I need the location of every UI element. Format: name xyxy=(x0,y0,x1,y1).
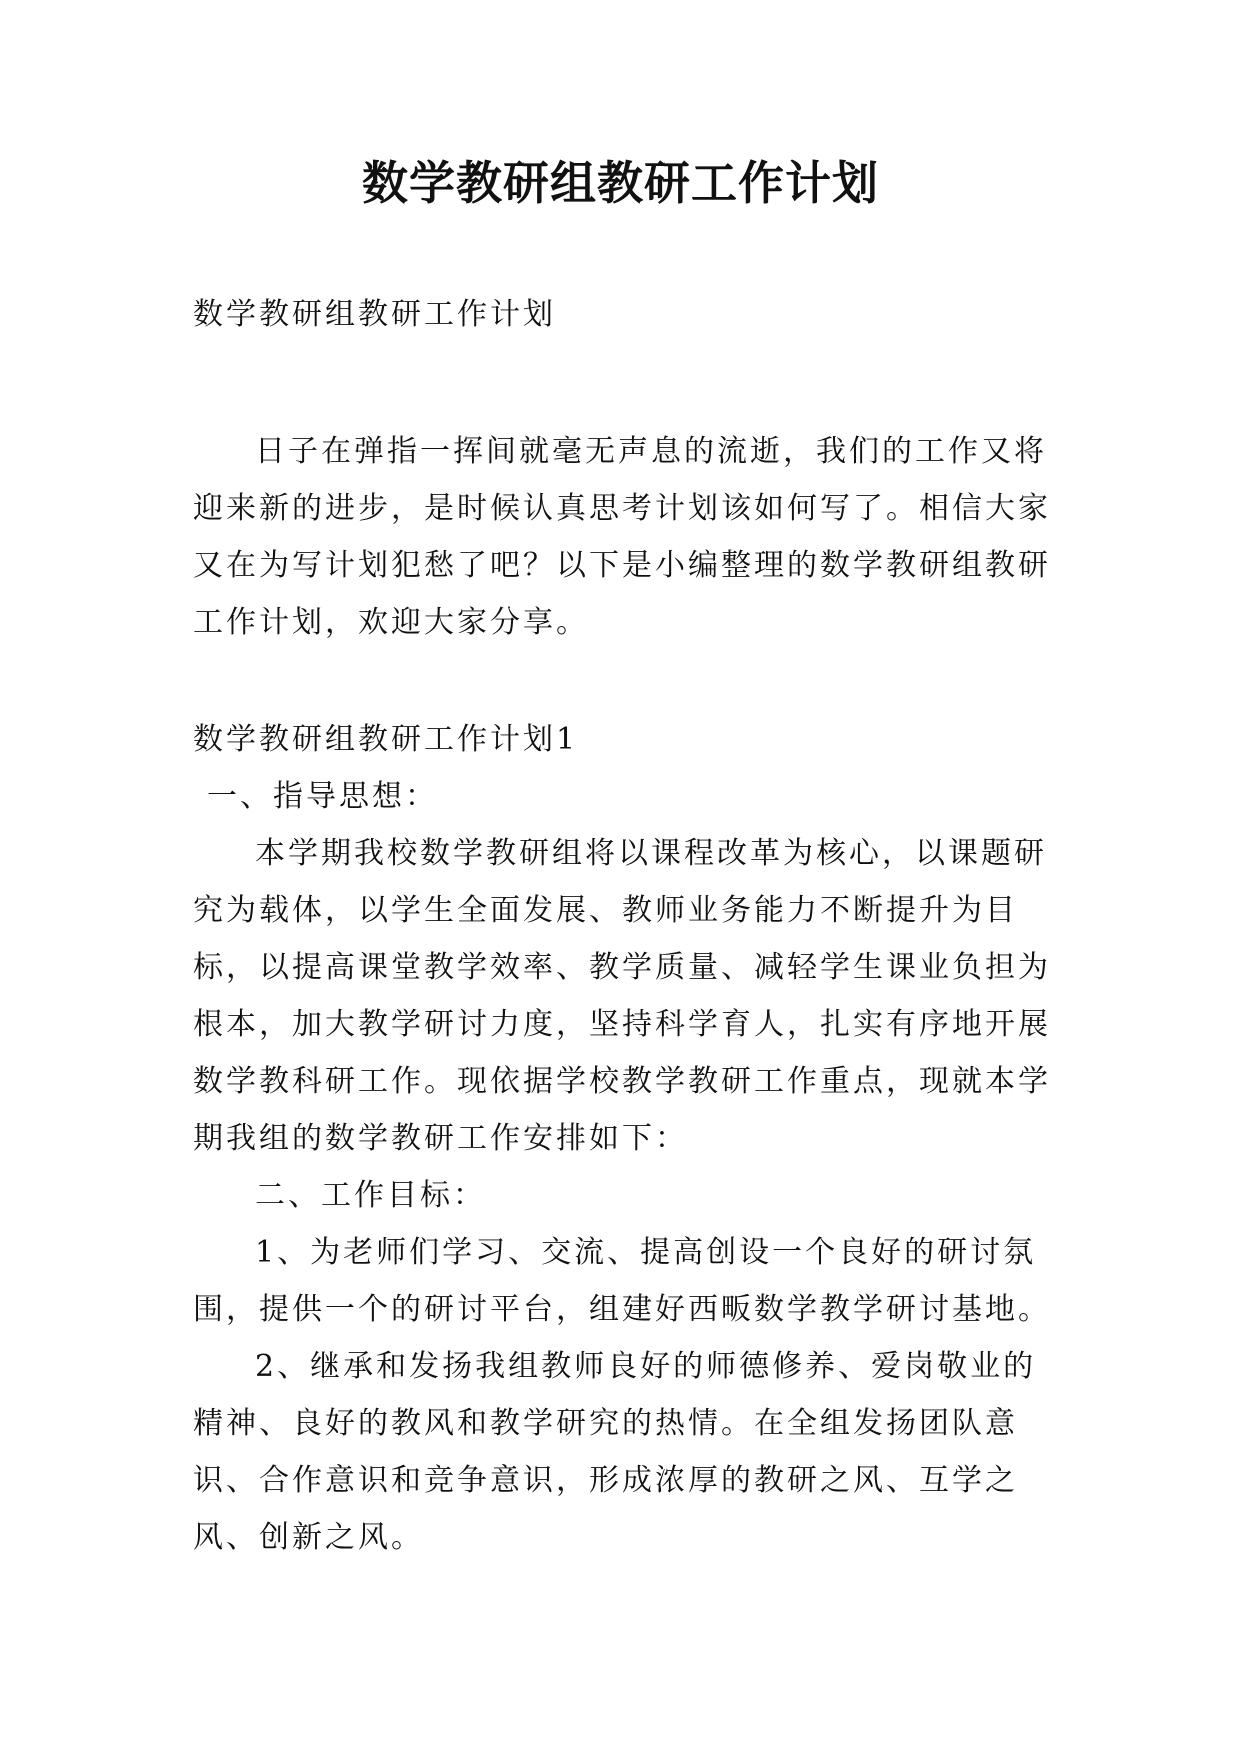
goal-item-1: 1、为老师们学习、交流、提高创设一个良好的研讨氛围，提供一个的研讨平台，组建好西畈数学教学研讨基地。 xyxy=(193,1235,1051,1327)
intro-paragraph: 日子在弹指一挥间就毫无声息的流逝，我们的工作又将迎来新的进步，是时候认真思考计划该如何写了。相信大家又在为写计划犯愁了吧？以下是小编整理的数学教研组教研工作计划，欢迎大家分享。 xyxy=(193,434,1051,640)
goal-item-2: 2、继承和发扬我组教师良好的师德修养、爱岗敬业的精神、良好的教风和教学研究的热情。在全组发扬团队意识、合作意识和竞争意识，形成浓厚的教研之风、互学之风、创新之风。 xyxy=(193,1349,1037,1555)
guiding-thought-paragraph: 本学期我校数学教研组将以课程改革为核心，以课题研究为载体，以学生全面发展、教师业务能力不断提升为目标，以提高课堂教学效率、教学质量、减轻学生课业负担为根本，加大教学研讨力度，坚持科学育人，扎实有序地开展数学教科研工作。现依据学校教学教研工作重点，现就本学期我组的数学教研工作安排如下： xyxy=(193,836,1051,1156)
document-body xyxy=(193,286,1053,1566)
document-subtitle: 数学教研组教研工作计划 xyxy=(193,297,556,332)
section-heading-guiding-thought: 一、指导思想： xyxy=(207,779,438,814)
document-title: 数学教研组教研工作计划 xyxy=(362,156,879,210)
plan-title: 数学教研组教研工作计划1 xyxy=(193,722,579,757)
section-heading-work-goals: 二、工作目标： xyxy=(255,1178,486,1213)
